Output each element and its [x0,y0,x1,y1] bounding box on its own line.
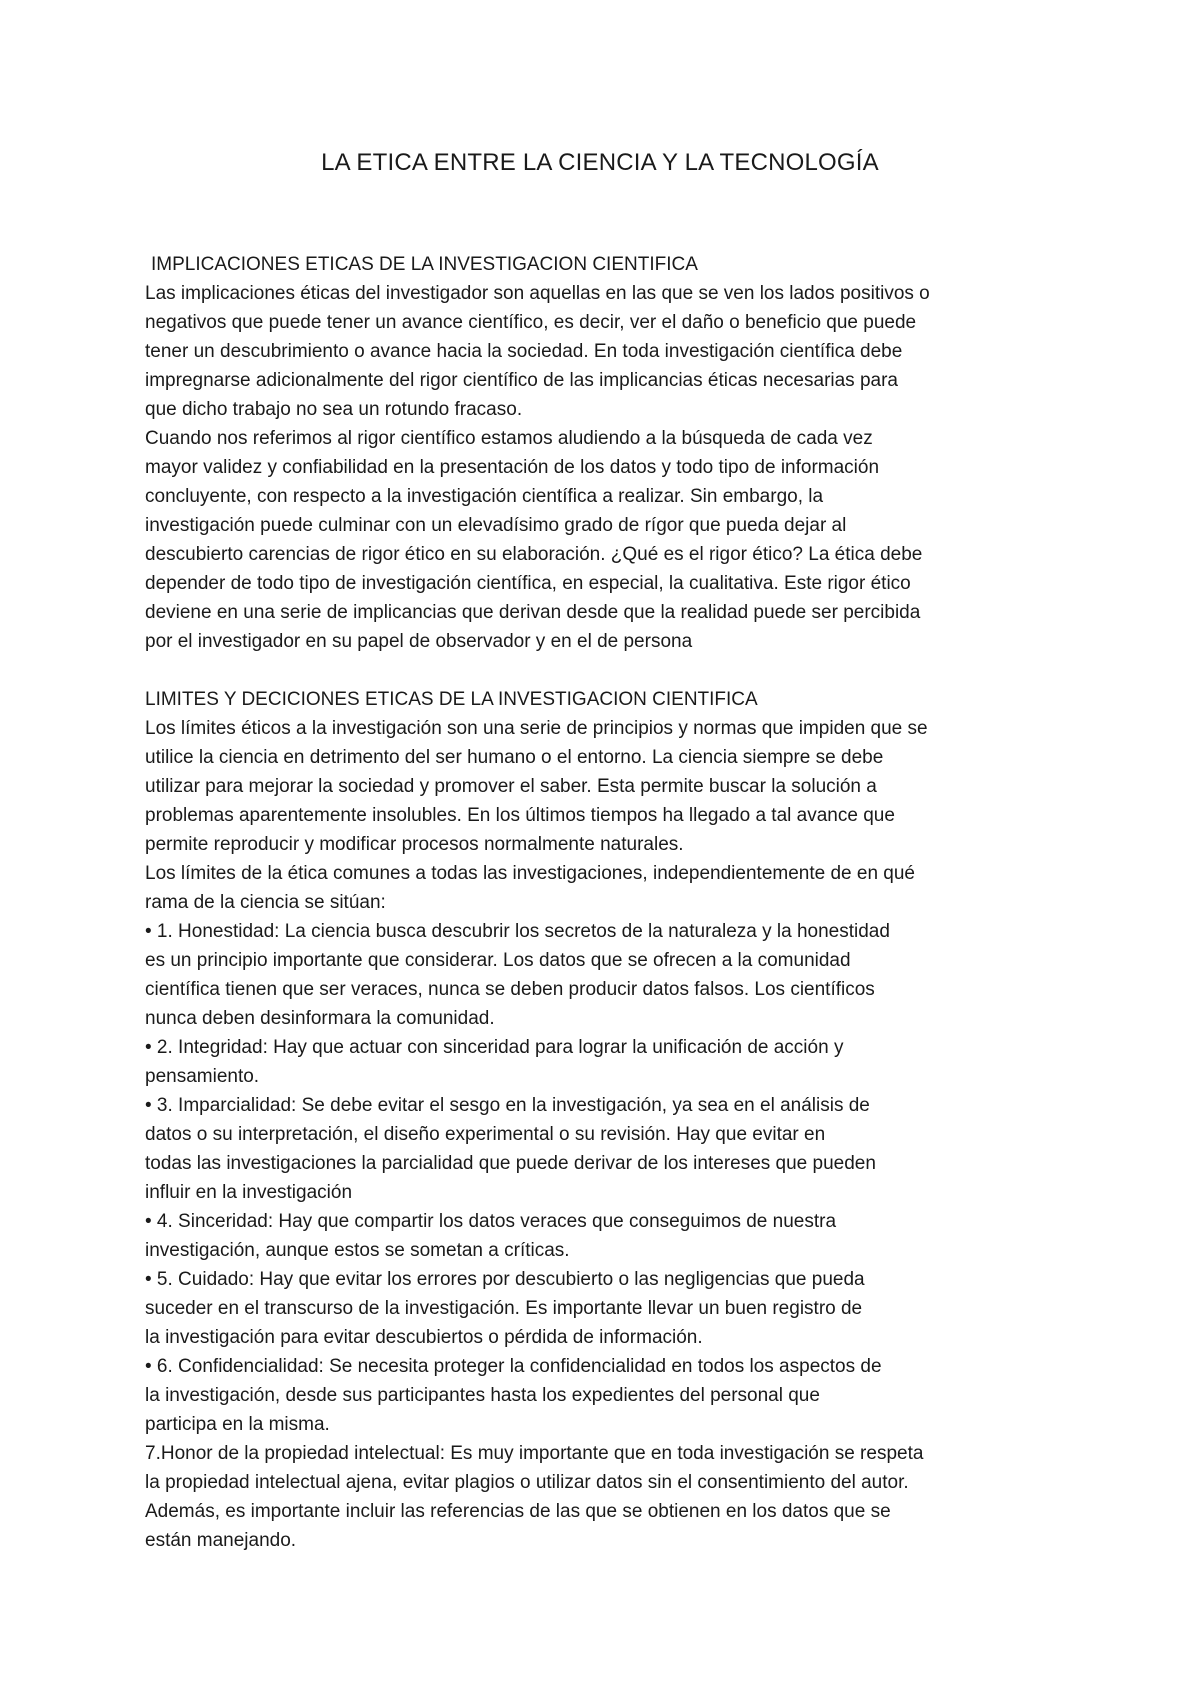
paragraph-line: es un principio importante que considerar. Los datos que se ofrecen a la comunidad [145,950,851,971]
paragraph-line: pensamiento. [145,1066,260,1087]
list-item-imparcialidad: • 3. Imparcialidad: Se debe evitar el sesgo en la investigación, ya sea en el análisis de [145,1095,870,1116]
section-heading-implicaciones: IMPLICACIONES ETICAS DE LA INVESTIGACION CIENTIFICA [151,254,698,275]
list-item-integridad: • 2. Integridad: Hay que actuar con sinceridad para lograr la unificación de acción y [145,1037,844,1058]
list-item-honor-propiedad-intelectual: 7.Honor de la propiedad intelectual: Es muy importante que en toda investigación se respeta [145,1443,924,1464]
paragraph-line: participa en la misma. [145,1414,330,1435]
document-body [145,250,1065,1555]
paragraph-line: problemas aparentemente insolubles. En los últimos tiempos ha llegado a tal avance que [145,805,895,826]
paragraph-line: la investigación para evitar descubiertos o pérdida de información. [145,1327,703,1348]
list-item-cuidado: • 5. Cuidado: Hay que evitar los errores por descubierto o las negligencias que pueda [145,1269,865,1290]
paragraph-line: utilizar para mejorar la sociedad y promover el saber. Esta permite buscar la solución a [145,776,877,797]
paragraph-line: investigación puede culminar con un elevadísimo grado de rígor que pueda dejar al [145,515,847,536]
section-heading-limites: LIMITES Y DECICIONES ETICAS DE LA INVESTIGACION CIENTIFICA [145,689,758,710]
paragraph-line: todas las investigaciones la parcialidad que puede derivar de los intereses que pueden [145,1153,876,1174]
paragraph-line: datos o su interpretación, el diseño experimental o su revisión. Hay que evitar en [145,1124,826,1145]
paragraph-line: utilice la ciencia en detrimento del ser humano o el entorno. La ciencia siempre se debe [145,747,884,768]
paragraph-line: mayor validez y confiabilidad en la presentación de los datos y todo tipo de información [145,457,880,478]
paragraph-line: depender de todo tipo de investigación científica, en especial, la cualitativa. Este rigor ético [145,573,911,594]
paragraph-line: deviene en una serie de implicancias que derivan desde que la realidad puede ser percibida [145,602,921,623]
paragraph-line: permite reproducir y modificar procesos normalmente naturales. [145,834,684,855]
paragraph-line: nunca deben desinformara la comunidad. [145,1008,495,1029]
paragraph-line: la propiedad intelectual ajena, evitar plagios o utilizar datos sin el consentimiento del autor. [145,1472,909,1493]
paragraph-line: suceder en el transcurso de la investigación. Es importante llevar un buen registro de [145,1298,863,1319]
list-item-sinceridad: • 4. Sinceridad: Hay que compartir los datos veraces que conseguimos de nuestra [145,1211,837,1232]
paragraph-line: por el investigador en su papel de observador y en el de persona [145,631,693,652]
paragraph-line: científica tienen que ser veraces, nunca se deben producir datos falsos. Los científicos [145,979,875,1000]
paragraph-line: investigación, aunque estos se sometan a críticas. [145,1240,570,1261]
list-item-honestidad: • 1. Honestidad: La ciencia busca descubrir los secretos de la naturaleza y la honestidad [145,921,890,942]
paragraph-line: Los límites de la ética comunes a todas las investigaciones, independientemente de en qué [145,863,915,884]
paragraph-line: descubierto carencias de rigor ético en su elaboración. ¿Qué es el rigor ético? La ética debe [145,544,923,565]
list-item-confidencialidad: • 6. Confidencialidad: Se necesita proteger la confidencialidad en todos los aspectos de [145,1356,882,1377]
paragraph-line: influir en la investigación [145,1182,353,1203]
document-title: LA ETICA ENTRE LA CIENCIA Y LA TECNOLOGÍA [321,149,879,176]
paragraph-line: Cuando nos referimos al rigor científico estamos aludiendo a la búsqueda de cada vez [145,428,873,449]
paragraph-line: impregnarse adicionalmente del rigor científico de las implicancias éticas necesarias para [145,370,898,391]
section-body-limites [145,714,1065,1555]
paragraph-line: la investigación, desde sus participantes hasta los expedientes del personal que [145,1385,820,1406]
paragraph-line: Además, es importante incluir las referencias de las que se obtienen en los datos que se [145,1501,891,1522]
section-body-implicaciones [145,279,1065,656]
section-spacer [145,656,1065,685]
paragraph-line: Las implicaciones éticas del investigador son aquellas en las que se ven los lados positivos o [145,283,930,304]
paragraph-line: rama de la ciencia se sitúan: [145,892,386,913]
paragraph-line: que dicho trabajo no sea un rotundo fracaso. [145,399,523,420]
paragraph-line: Los límites éticos a la investigación son una serie de principios y normas que impiden que se [145,718,928,739]
paragraph-line: están manejando. [145,1530,297,1551]
paragraph-line: tener un descubrimiento o avance hacia la sociedad. En toda investigación científica debe [145,341,903,362]
paragraph-line: concluyente, con respecto a la investigación científica a realizar. Sin embargo, la [145,486,824,507]
paragraph-line: negativos que puede tener un avance científico, es decir, ver el daño o beneficio que puede [145,312,917,333]
